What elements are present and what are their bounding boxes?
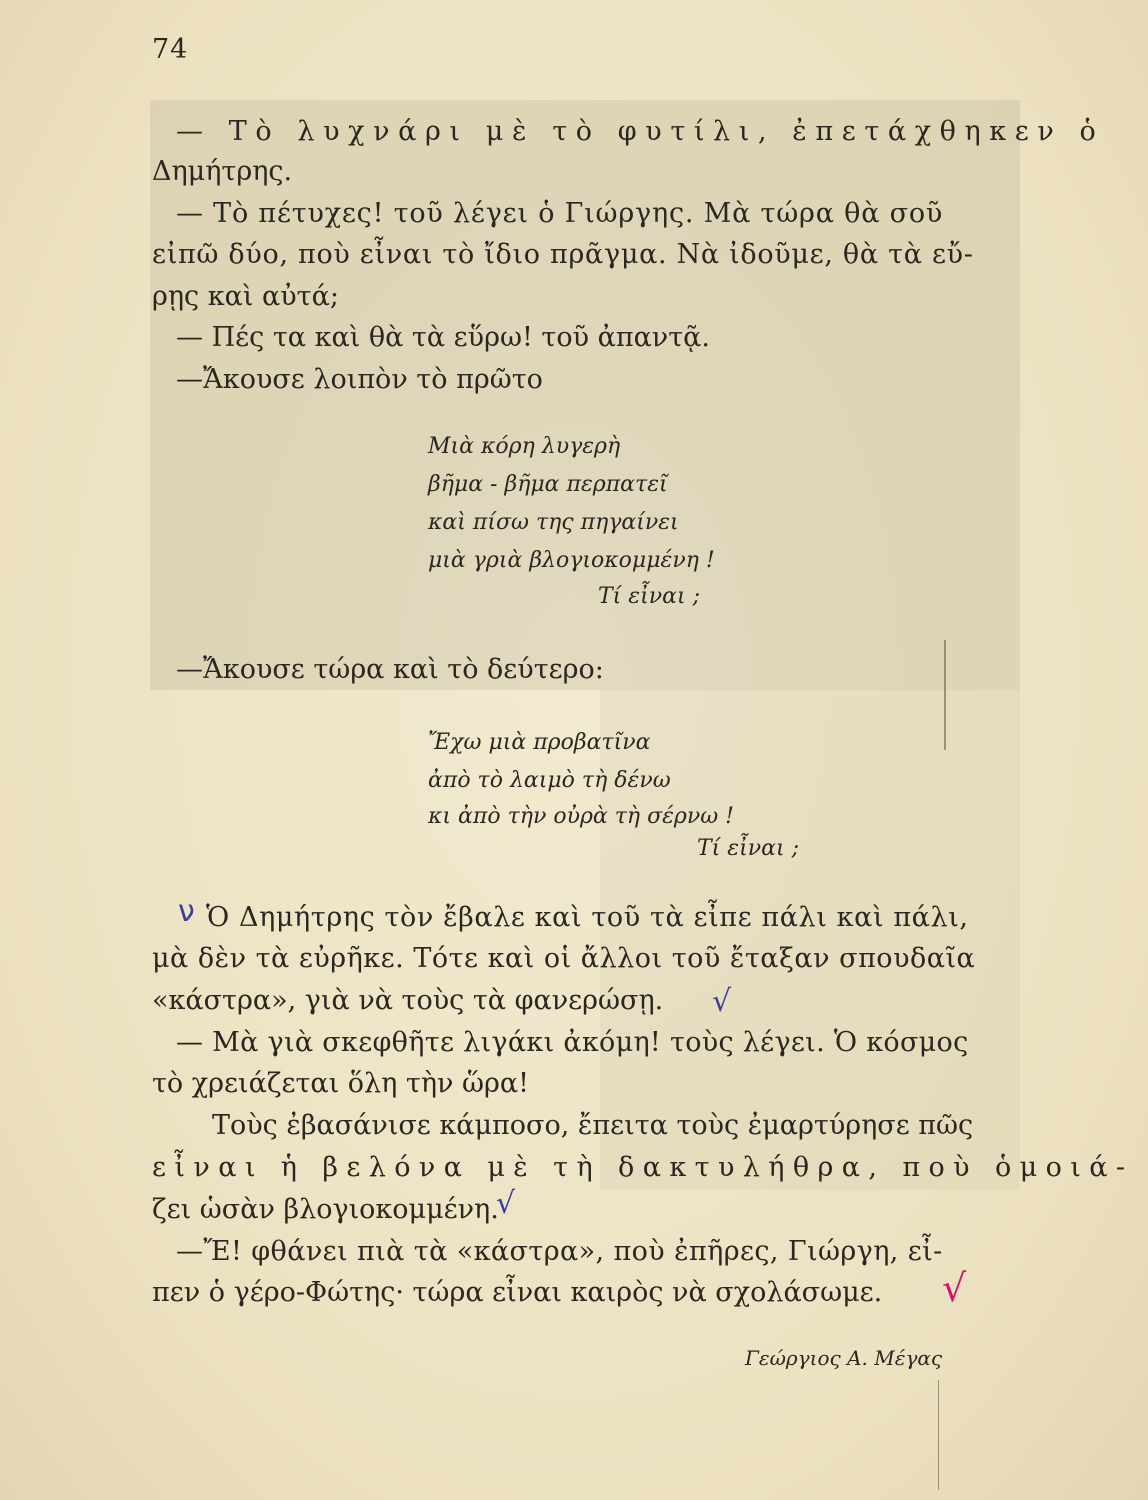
text-line: τὸ χρειάζεται ὅλη τὴν ὥρα! bbox=[152, 1068, 529, 1099]
text-line: μὰ δὲν τὰ εὐρῆκε. Τότε καὶ οἱ ἄλλοι τοῦ ἔταξαν σπουδαῖα bbox=[152, 943, 976, 974]
text-line: —Ἔ! φθάνει πιὰ τὰ «κάστρα», ποὺ ἐπῆρες, Γιώργη, εἶ- bbox=[176, 1236, 943, 1267]
text-line: — Τὸ λυχνάρι μὲ τὸ φυτίλι, ἐπετάχθηκεν ὁ bbox=[176, 116, 1105, 147]
text-line: —Ἄκουσε τώρα καὶ τὸ δεύτερο: bbox=[176, 654, 604, 685]
text-line: —Ἄκουσε λοιπὸν τὸ πρῶτο bbox=[176, 364, 543, 395]
text-line: πεν ὁ γέρο-Φώτης· τώρα εἶναι καιρὸς νὰ σχολάσωμε. bbox=[152, 1277, 883, 1308]
pink-check-mark-icon: √ bbox=[942, 1266, 967, 1310]
poem-line: ἀπὸ τὸ λαιμὸ τὴ δένω bbox=[428, 768, 671, 793]
text-line: — Μὰ γιὰ σκεφθῆτε λιγάκι ἀκόμη! τοὺς λέγει. Ὁ κόσμος bbox=[176, 1027, 969, 1058]
text-line: εἶναι ἡ βελόνα μὲ τὴ δακτυλήθρα, ποὺ ὁμοιά- bbox=[152, 1152, 1134, 1183]
text-line: Τοὺς ἐβασάνισε κάμποσο, ἔπειτα τοὺς ἐμαρτύρησε πῶς bbox=[212, 1110, 974, 1141]
text-line: «κάστρα», γιὰ νὰ τοὺς τὰ φανερώσῃ. bbox=[152, 985, 664, 1016]
poem-line: Τί εἶναι ; bbox=[598, 584, 700, 609]
check-mark-icon: √ bbox=[496, 1186, 516, 1221]
poem-line: καὶ πίσω της πηγαίνει bbox=[428, 510, 679, 535]
poem-line: βῆμα - βῆμα περπατεῖ bbox=[428, 472, 668, 497]
poem-line: κι ἀπὸ τὴν οὐρὰ τὴ σέρνω ! bbox=[428, 804, 734, 829]
margin-line bbox=[938, 1380, 939, 1490]
text-line: εἰπῶ δύο, ποὺ εἶναι τὸ ἴδιο πρᾶγμα. Νὰ ἰδοῦμε, θὰ τὰ εὔ- bbox=[152, 239, 974, 270]
margin-line bbox=[944, 640, 946, 750]
poem-line: Ἔχω μιὰ προβατῖνα bbox=[428, 730, 651, 755]
author-signature: Γεώργιος Α. Μέγας bbox=[745, 1346, 943, 1370]
poem-line: Μιὰ κόρη λυγερὴ bbox=[428, 434, 621, 459]
check-mark-icon: √ bbox=[712, 984, 732, 1019]
check-mark-icon: ν bbox=[178, 894, 195, 929]
text-line: ρῃς καὶ αὐτά; bbox=[152, 281, 339, 312]
text-line: — Τὸ πέτυχες! τοῦ λέγει ὁ Γιώργης. Μὰ τώρα θὰ σοῦ bbox=[176, 198, 944, 229]
text-line: Ὁ Δημήτρης τὸν ἔβαλε καὶ τοῦ τὰ εἶπε πάλι καὶ πάλι, bbox=[206, 902, 969, 933]
poem-line: Τί εἶναι ; bbox=[697, 836, 799, 861]
poem-line: μιὰ γριὰ βλογιοκομμένη ! bbox=[428, 548, 715, 573]
text-line: — Πές τα καὶ θὰ τὰ εὕρω! τοῦ ἀπαντᾷ. bbox=[176, 322, 710, 353]
text-line: Δημήτρης. bbox=[152, 156, 293, 187]
text-line: ζει ὡσὰν βλογιοκομμένη. bbox=[152, 1194, 499, 1225]
show-through-illustration bbox=[150, 100, 1020, 690]
page-number: 74 bbox=[152, 34, 189, 65]
